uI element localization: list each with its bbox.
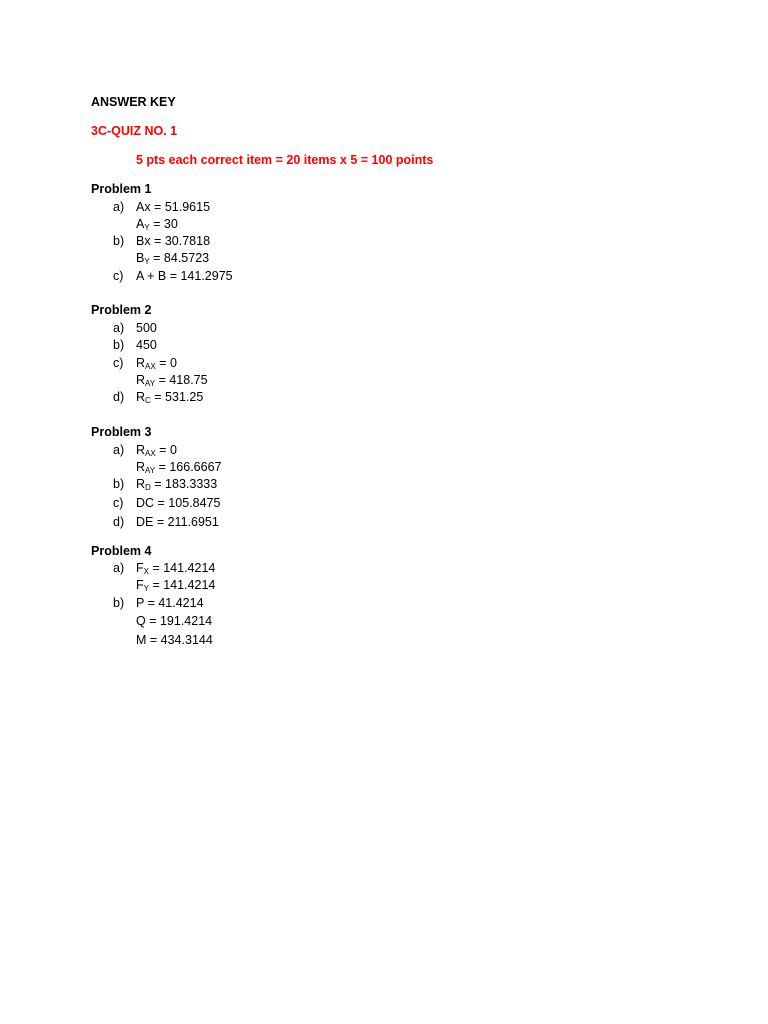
symbol: R [136, 390, 146, 404]
symbol: R [136, 477, 146, 491]
symbol: B [136, 251, 145, 265]
document-title: ANSWER KEY [91, 95, 176, 109]
problem-4-m: M = 434.3144 [136, 633, 213, 647]
symbol: R [136, 373, 146, 387]
problem-1-ay [136, 216, 178, 234]
symbol: R [136, 443, 146, 457]
problem-2-item-a-label: a) [113, 321, 125, 335]
problem-1-bx: Bx = 30.7818 [136, 234, 211, 248]
subscript: AY [145, 466, 156, 475]
quiz-title: 3C-QUIZ NO. 1 [91, 124, 178, 138]
problem-3-ray [136, 459, 222, 477]
subscript: AX [145, 362, 156, 371]
scoring-note: 5 pts each correct item = 20 items x 5 = 100 points [136, 153, 434, 167]
problem-1-title: Problem 1 [91, 182, 152, 196]
subscript: C [145, 396, 151, 405]
problem-1-item-b-label: b) [113, 234, 125, 248]
problem-1-item-a-label: a) [113, 200, 125, 214]
problem-4-p: P = 41.4214 [136, 596, 204, 610]
problem-2-item-d-label: d) [113, 390, 125, 404]
value: = 0 [155, 443, 177, 457]
problem-3-title: Problem 3 [91, 425, 152, 439]
subscript: Y [144, 257, 150, 266]
problem-3-dc: DC = 105.8475 [136, 496, 221, 510]
problem-2-title: Problem 2 [91, 303, 152, 317]
problem-4-item-a-label: a) [113, 561, 125, 575]
value: = 418.75 [155, 373, 208, 387]
problem-2-item-c-label: c) [113, 356, 124, 370]
problem-2-rax [136, 355, 177, 373]
problem-4-fx [136, 560, 215, 578]
problem-4-fy [136, 577, 215, 595]
value: = 141.4214 [148, 561, 216, 575]
value: = 84.5723 [149, 251, 210, 265]
problem-3-item-d-label: d) [113, 515, 125, 529]
subscript: D [145, 483, 151, 492]
value: = 166.6667 [155, 460, 222, 474]
subscript: Y [144, 223, 150, 232]
value: = 531.25 [150, 390, 204, 404]
problem-4-item-b-label: b) [113, 596, 125, 610]
symbol: R [136, 356, 146, 370]
symbol: R [136, 460, 146, 474]
problem-1-item-c-label: c) [113, 269, 124, 283]
subscript: X [143, 567, 149, 576]
value: = 141.4214 [148, 578, 216, 592]
problem-3-item-c-label: c) [113, 496, 124, 510]
subscript: Y [143, 584, 149, 593]
value: = 0 [155, 356, 177, 370]
problem-3-rax [136, 442, 177, 460]
problem-3-item-b-label: b) [113, 477, 125, 491]
problem-1-by [136, 250, 209, 268]
subscript: AX [145, 449, 156, 458]
problem-1-sum: A + B = 141.2975 [136, 269, 233, 283]
subscript: AY [145, 379, 156, 388]
problem-2-rc [136, 389, 203, 407]
problem-2-item-b-value: 450 [136, 338, 157, 352]
symbol: F [136, 578, 144, 592]
symbol: A [136, 217, 145, 231]
problem-3-rd [136, 476, 217, 494]
problem-4-title: Problem 4 [91, 544, 152, 558]
problem-3-de: DE = 211.6951 [136, 515, 219, 529]
problem-3-item-a-label: a) [113, 443, 125, 457]
value: = 30 [149, 217, 178, 231]
symbol: F [136, 561, 144, 575]
problem-2-item-a-value: 500 [136, 321, 157, 335]
problem-4-q: Q = 191.4214 [136, 614, 213, 628]
problem-2-item-b-label: b) [113, 338, 125, 352]
problem-2-ray [136, 372, 208, 390]
value: = 183.3333 [150, 477, 218, 491]
problem-1-ax: Ax = 51.9615 [136, 200, 211, 214]
